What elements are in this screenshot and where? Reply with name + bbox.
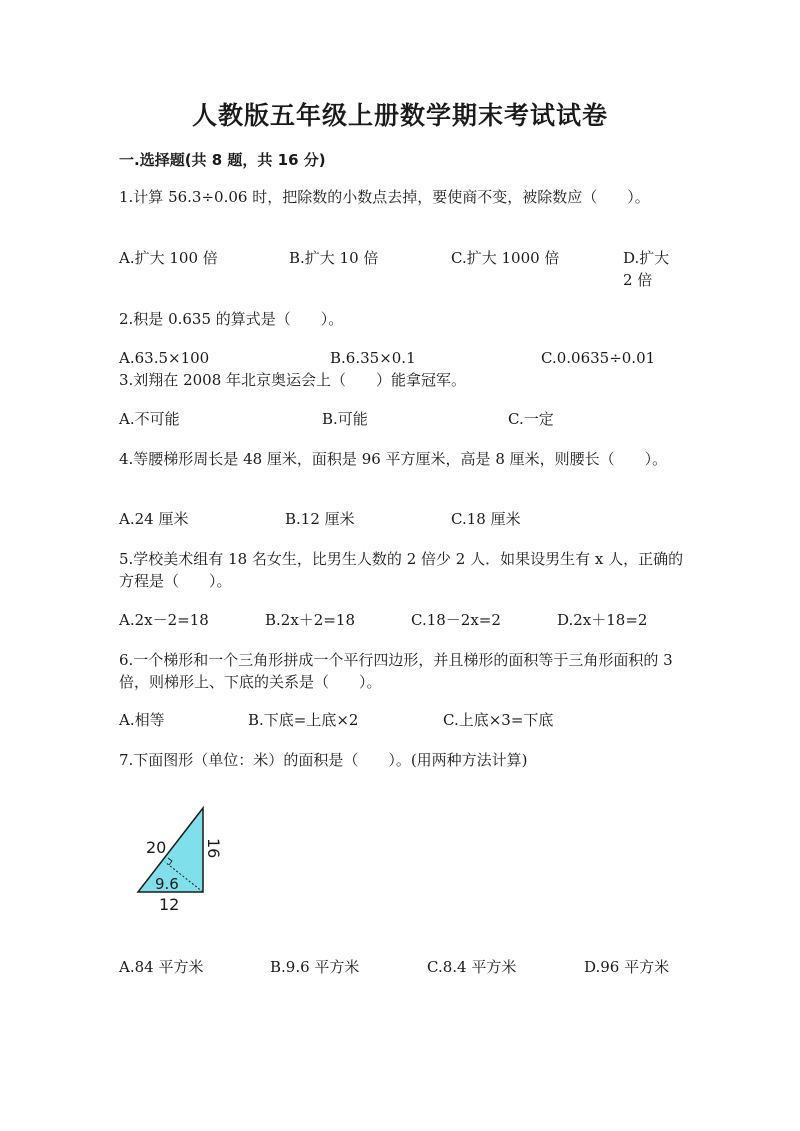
question-5: 5.学校美术组有 18 名女生，比男生人数的 2 倍少 2 人．如果设男生有 x 人，正确的方程是（ ）。	[119, 550, 684, 590]
section-heading: 一.选择题(共 8 题，共 16 分)	[119, 151, 326, 169]
question-6: 6.一个梯形和一个三角形拼成一个平行四边形，并且梯形的面积等于三角形面积的 3 倍，则梯形上、下底的关系是（ ）。	[119, 651, 673, 691]
question-1: 1.计算 56.3÷0.06 时，把除数的小数点去掉，要使商不变，被除数应（ ）。	[119, 188, 650, 206]
hypotenuse-label: 20	[146, 838, 167, 857]
q3-option-b[interactable]: B.可能	[322, 410, 368, 428]
q2-option-b[interactable]: B.6.35×0.1	[330, 349, 416, 367]
q1-option-d-wrap	[119, 247, 679, 291]
question-4: 4.等腰梯形周长是 48 厘米，面积是 96 平方厘米，高是 8 厘米，则腰长（ ）。	[119, 450, 668, 468]
q5-option-c[interactable]: C.18－2x=2	[411, 611, 501, 629]
q4-option-b[interactable]: B.12 厘米	[285, 510, 355, 528]
question-3: 3.刘翔在 2008 年北京奥运会上（ ）能拿冠军。	[119, 371, 467, 389]
q5-option-a[interactable]: A.2x－2=18	[119, 611, 209, 629]
right-triangle-figure	[128, 800, 228, 915]
q4-option-c[interactable]: C.18 厘米	[451, 510, 521, 528]
q5-option-d[interactable]: D.2x＋18=2	[557, 611, 648, 629]
altitude-label: 9.6	[155, 875, 179, 893]
q1-option-b[interactable]: B.扩大 10 倍	[289, 249, 379, 267]
q7-option-a[interactable]: A.84 平方米	[119, 958, 204, 976]
q4-option-a[interactable]: A.24 厘米	[119, 510, 189, 528]
q1-option-d[interactable]: D.扩大 2 倍	[623, 249, 670, 289]
q1-option-c[interactable]: C.扩大 1000 倍	[451, 249, 560, 267]
q2-option-a[interactable]: A.63.5×100	[119, 349, 210, 367]
q6-option-c[interactable]: C.上底×3=下底	[443, 711, 554, 729]
q2-option-c[interactable]: C.0.0635÷0.01	[541, 349, 656, 367]
q7-option-c[interactable]: C.8.4 平方米	[427, 958, 517, 976]
base-label: 12	[159, 895, 180, 914]
q7-option-b[interactable]: B.9.6 平方米	[270, 958, 360, 976]
q3-option-c[interactable]: C.一定	[508, 410, 554, 428]
question-7: 7.下面图形（单位：米）的面积是（ ）。(用两种方法计算)	[119, 751, 528, 769]
q6-option-a[interactable]: A.相等	[119, 711, 165, 729]
page-title: 人教版五年级上册数学期末考试试卷	[191, 101, 608, 130]
q1-option-a[interactable]: A.扩大 100 倍	[119, 249, 218, 267]
q5-option-b[interactable]: B.2x＋2=18	[265, 611, 355, 629]
question-2: 2.积是 0.635 的算式是（ ）。	[119, 310, 344, 328]
q3-option-a[interactable]: A.不可能	[119, 410, 180, 428]
height-label: 16	[204, 838, 223, 859]
q6-option-b[interactable]: B.下底=上底×2	[248, 711, 359, 729]
q7-option-d[interactable]: D.96 平方米	[584, 958, 670, 976]
